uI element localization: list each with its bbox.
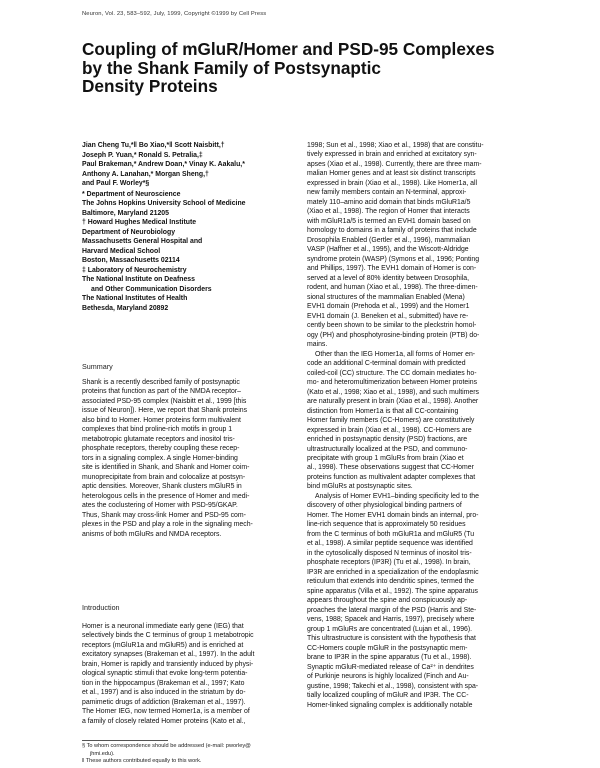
summary-line: anisms of both mGluRs and NMDA receptors.: [82, 530, 222, 538]
body-line: line-rich sequence that is approximately 50 residues: [307, 521, 466, 529]
summary-line: munoprecipitate from brain and colocalize at postsyn-: [82, 473, 246, 481]
intro-line: The Homer IEG, now termed Homer1a, is a member of: [82, 708, 250, 716]
body-line: Other than the IEG Homer1a, all forms of Homer en-: [315, 350, 476, 358]
body-line: precipitate with group 1 mGluRs from brain (Xiao et: [307, 454, 464, 462]
body-line: mains.: [307, 341, 328, 349]
body-line: and Phillips, 1997). The EVH1 domain of Homer is con-: [307, 265, 477, 273]
body-line: distinction from Homer1a is that all CC-containing: [307, 407, 459, 415]
body-line: et al., 1998). A similar peptide sequence was identified: [307, 540, 473, 548]
affiliation-line: The National Institutes of Health: [82, 295, 188, 302]
title-line: Density Proteins: [82, 76, 218, 97]
body-line: proteins function as multivalent adapter complexes that: [307, 473, 476, 481]
affiliation-line: † Howard Hughes Medical Institute: [82, 219, 197, 226]
body-line: ogy (PH) and phosphotyrosine-binding protein (PTB) do-: [307, 331, 480, 339]
body-line: Synaptic mGluR-mediated release of Ca²⁺ in dendrites: [307, 663, 474, 671]
body-line: EVH1 domain (J. Beneken et al., submitted) have re-: [307, 312, 469, 320]
affiliation-line: and Other Communication Disorders: [91, 285, 212, 293]
body-line: rodent, and human (Xiao et al., 1998). The three-dimen-: [307, 284, 478, 292]
introduction-text: [82, 622, 297, 726]
affiliation-line: * Department of Neuroscience: [82, 190, 181, 198]
summary-line: Shank is a recently described family of postsynaptic: [82, 379, 240, 386]
body-line: ultrastructurally localized at the PSD, and communo-: [307, 445, 468, 453]
summary-line: ates the coclustering of Homer with PSD-95/GKAP.: [82, 502, 238, 510]
body-line: (Xiao et al., 1998). The region of Homer that interacts: [307, 208, 470, 216]
intro-line: a family of closely related Homer proteins (Kato et al.,: [82, 717, 246, 725]
body-line: bind mGluRs at postsynaptic sites.: [307, 483, 413, 491]
intro-line: receptors (mGluR1a and mGluR5) and is enriched at: [82, 641, 244, 649]
footnote-line: § To whom correspondence should be addressed (e-mail: pworley@: [82, 743, 251, 749]
body-line: CC-Homers couple mGluR in the postsynaptic mem-: [307, 644, 468, 652]
affiliation-line: Department of Neurobiology: [82, 228, 176, 236]
summary-line: metabotropic glutamate receptors and inositol tris-: [82, 435, 235, 443]
body-line: mately 110–amino acid domain that binds mGluR1a/5: [307, 198, 471, 206]
body-line: sional structures of the mammalian Enabled (Mena): [307, 293, 465, 301]
intro-line: pamimetic drugs of addiction (Brakeman et al., 1997).: [82, 698, 246, 706]
summary-line: complexes that bind proline-rich motifs in group 1: [82, 426, 233, 434]
summary-line: site is identified in Shank, and Shank and Homer coim-: [82, 464, 250, 472]
intro-line: excitatory synapses (Brakeman et al., 1997). In the adult: [82, 651, 255, 659]
body-line: Drosophila Enabled (Gertler et al., 1996), mammalian: [307, 236, 471, 244]
body-line: VASP (Haffner et al., 1995), and the Wiscott-Aldridge: [307, 246, 469, 254]
summary-heading: Summary: [82, 362, 113, 371]
body-line: Analysis of Homer EVH1–binding specificity led to the: [315, 492, 479, 500]
body-line: in the cytosolically disposed N terminus of inositol tris-: [307, 549, 472, 557]
body-line: spine apparatus (Villa et al., 1992). The spine apparatus: [307, 587, 478, 595]
body-line: gustine, 1998; Takechi et al., 1998), consistent with spa-: [307, 682, 479, 690]
summary-line: tors in a signaling complex. A single Homer-binding: [82, 454, 238, 462]
body-line: of Purkinje neurons is highly localized (Finch and Au-: [307, 673, 469, 681]
author-line: and Paul F. Worley*§: [82, 180, 150, 187]
summary-text: [82, 378, 297, 539]
body-line: reticulum that extends into dendritic spines, termed the: [307, 578, 474, 586]
author-line: Jian Cheng Tu,*‖ Bo Xiao,*‖ Scott Naisbitt,†: [82, 142, 225, 149]
body-line: served at a level of 80% identity between Drosophila,: [307, 274, 470, 282]
body-line: are naturally present in brain (Xiao et al., 1998). Another: [307, 398, 479, 406]
author-list: [82, 141, 297, 189]
intro-line: brain, Homer is rapidly and transiently induced by physi-: [82, 660, 254, 668]
footnotes: [82, 743, 297, 766]
introduction-heading: Introduction: [82, 603, 120, 612]
intro-line: Homer is a neuronal immediate early gene (IEG) that: [82, 623, 244, 630]
summary-line: issue of Neuron]). Here, we report that Shank proteins: [82, 407, 248, 415]
body-line: code an additional C-terminal domain with predicted: [307, 360, 466, 368]
body-line: (Kato et al., 1998; Xiao et al., 1998), and such multimers: [307, 388, 479, 396]
body-line: proaches the lateral margin of the PSD (Harris and Ste-: [307, 606, 477, 614]
body-line: coiled-coil (CC) structure. The CC domain mediates ho-: [307, 369, 477, 377]
summary-line: proteins that function as part of the NMDA receptor–: [82, 388, 241, 396]
body-line: expressed in brain (Xiao et al., 1998). Like Homer1a, all: [307, 179, 478, 187]
body-line: tially localized coupling of mGluR and IP3R. The CC-: [307, 692, 469, 700]
body-line: EVH1 domain (Prehoda et al., 1999) and the Homer1: [307, 303, 470, 311]
author-line: Paul Brakeman,* Andrew Doan,* Vinay K. Aakalu,*: [82, 161, 245, 168]
intro-line: selectively binds the C terminus of group 1 metabotropic: [82, 632, 254, 640]
body-line: with mGluR1a/5 is termed an EVH1 domain based on: [307, 217, 471, 225]
summary-line: phosphate receptors, thereby coupling these recep-: [82, 445, 240, 453]
title-line: Coupling of mGluR/Homer and PSD-95 Complexes: [82, 39, 495, 59]
body-line: syndrome protein (WASP) (Symons et al., 1996; Ponting: [307, 255, 480, 263]
body-line: Homer. The Homer EVH1 domain binds an internal, pro-: [307, 511, 479, 519]
affiliations: [82, 190, 297, 314]
body-line: This ultrastructure is consistent with the hypothesis that: [307, 635, 476, 643]
summary-line: heterologous cells in the presence of Homer and medi-: [82, 492, 250, 500]
right-column: [307, 141, 522, 710]
footnote-line: jhmi.edu).: [90, 750, 115, 757]
paper-title: [82, 39, 495, 97]
affiliation-line: Baltimore, Maryland 21205: [82, 209, 169, 217]
affiliation-line: Harvard Medical School: [82, 247, 161, 255]
body-line: 1998; Sun et al., 1998; Xiao et al., 1998) that are constitu-: [307, 142, 484, 149]
intro-line: et al., 1997) and is also induced in the striatum by do-: [82, 689, 246, 697]
body-line: group 1 mGluRs are concentrated (Lujan et al., 1996).: [307, 625, 473, 633]
body-line: al., 1998). These observations suggest that CC-Homer: [307, 464, 474, 472]
body-line: enriched in postsynaptic density (PSD) fractions, are: [307, 436, 468, 444]
affiliation-line: ‡ Laboratory of Neurochemistry: [82, 266, 187, 274]
body-line: vens, 1988; Spacek and Harris, 1997), precisely where: [307, 616, 475, 624]
body-line: brane to IP3R in the spine apparatus (Tu et al., 1998).: [307, 654, 472, 662]
title-line: by the Shank Family of Postsynaptic: [82, 57, 381, 78]
body-line: IP3R are enriched in a specialization of the endoplasmic: [307, 568, 479, 576]
body-line: Homer family members (CC-Homers) are constitutively: [307, 417, 475, 425]
body-line: phosphate receptors (IP3R) (Tu et al., 1998). In brain,: [307, 559, 471, 567]
intro-line: ological synaptic stimuli that evoke long-term potentia-: [82, 670, 248, 678]
journal-header: Neuron, Vol. 23, 583–592, July, 1999, Copyright ©1999 by Cell Press: [82, 11, 267, 17]
summary-line: aptic densities. Moreover, Shank clusters mGluR5 in: [82, 483, 242, 491]
affiliation-line: The Johns Hopkins University School of Medicine: [82, 200, 246, 207]
affiliation-line: Bethesda, Maryland 20892: [82, 304, 169, 312]
author-line: Joseph P. Yuan,* Ronald S. Petralia,‡: [82, 151, 203, 159]
summary-line: plexes in the PSD and play a role in the signaling mech-: [82, 521, 253, 529]
body-line: homology to domains in a family of proteins that include: [307, 227, 477, 235]
body-line: discovery of other physiological binding partners of: [307, 502, 462, 510]
summary-line: Thus, Shank may cross-link Homer and PSD-95 com-: [82, 511, 246, 519]
footnote-divider: [82, 740, 168, 741]
body-line: expressed in brain (Xiao et al., 1998). CC-Homers are: [307, 426, 472, 434]
body-line: from the C terminus of both mGluR1a and mGluR5 (Tu: [307, 530, 475, 538]
body-line: cently been shown to be similar to the pleckstrin homol-: [307, 322, 477, 330]
footnote-line: ‖ These authors contributed equally to this work.: [82, 758, 202, 765]
affiliation-line: The National Institute on Deafness: [82, 276, 195, 283]
body-line: tively expressed in brain and enriched at excitatory syn-: [307, 151, 477, 159]
body-line: Homer-linked signaling complex is additionally notable: [307, 701, 473, 709]
affiliation-line: Boston, Massachusetts 02114: [82, 257, 180, 264]
body-line: apses (Xiao et al., 1998). Currently, there are three mam-: [307, 160, 482, 168]
author-line: Anthony A. Lanahan,* Morgan Sheng,†: [82, 170, 209, 178]
body-line: mo- and heteromultimerization between Homer proteins: [307, 379, 478, 387]
summary-line: associated PSD-95 complex (Naisbitt et al., 1999 [this: [82, 397, 247, 405]
affiliation-line: Massachusetts General Hospital and: [82, 238, 203, 245]
summary-line: also bind to Homer. Homer proteins form multivalent: [82, 416, 241, 424]
body-line: new family members contain an N-terminal, approxi-: [307, 189, 467, 197]
body-line: appears throughout the spine and conspicuously ap-: [307, 597, 468, 605]
intro-line: tion in the hippocampus (Brakeman et al., 1997; Kato: [82, 679, 245, 687]
left-column-top: [82, 141, 297, 313]
body-line: malian Homer genes and at least six distinct transcripts: [307, 170, 476, 178]
